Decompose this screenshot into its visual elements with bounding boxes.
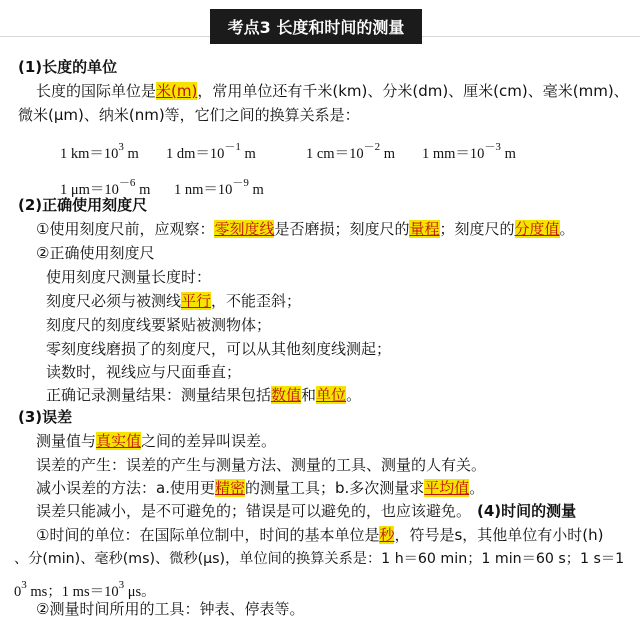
highlight-true-value: 真实值	[96, 432, 142, 450]
heading-error: (3)误差	[18, 408, 73, 426]
ruler-step-worn: 零刻度线磨损了的刻度尺，可以从其他刻度线测起；	[46, 340, 392, 358]
formula-um: 1 $\mu m=10^{-6}$ m	[60, 177, 151, 198]
formula-km: 1 $km=10^3$ m	[60, 141, 139, 162]
highlight-second: 秒	[379, 526, 395, 544]
time-unit-line2: 、分(min)、毫秒(ms)、微秒(μs)，单位间的换算关系是：1 h＝60 min；1 min＝60 s；1 s＝1	[14, 551, 625, 567]
highlight-zero-mark: 零刻度线	[214, 220, 275, 238]
highlight-precise: 精密	[214, 479, 245, 497]
heading-time: (4)时间的测量	[477, 502, 577, 520]
highlight-division-value: 分度值	[514, 220, 560, 238]
ruler-check-line: ①使用刻度尺前，应观察：零刻度线是否磨损；刻度尺的量程；刻度尺的分度值。	[36, 220, 575, 238]
heading-length-units: (1)长度的单位	[18, 58, 118, 76]
text: ，常用单位还有千米(km)、分米(dm)、厘米(cm)、毫米(mm)、	[197, 82, 629, 100]
error-definition: 测量值与真实值之间的差异叫误差。	[36, 432, 277, 450]
formula-cm: 1 $cm=10^{-2}$ m	[306, 141, 395, 162]
paragraph-length-units-line1	[36, 80, 629, 102]
ruler-step-intro: 使用刻度尺测量长度时：	[46, 268, 212, 286]
time-unit-line1: ①时间的单位：在国际单位制中，时间的基本单位是秒，符号是s，其他单位有小时(h)	[36, 526, 604, 544]
ruler-step-record: 正确记录测量结果：测量结果包括数值和单位。	[46, 386, 362, 404]
highlight-parallel: 平行	[181, 292, 212, 310]
error-vs-mistake: 误差只能减小，是不可避免的；错误是可以避免的，也应该避免。 (4)时间的测量	[36, 502, 577, 520]
formula-nm: 1 $nm=10^{-9}$ m	[174, 177, 264, 198]
ruler-step-parallel: 刻度尺必须与被测线平行，不能歪斜；	[46, 292, 302, 310]
ruler-step-reading: 读数时，视线应与尺面垂直；	[46, 363, 242, 381]
text: 长度的国际单位是	[36, 82, 157, 100]
formula-mm: 1 $mm=10^{-3}$ m	[422, 141, 516, 162]
error-reduction: 减小误差的方法：a.使用更精密的测量工具；b.多次测量求平均值。	[36, 479, 485, 497]
ruler-subheading: ②正确使用刻度尺	[36, 244, 155, 262]
ruler-step-contact: 刻度尺的刻度线要紧贴被测物体；	[46, 316, 272, 334]
highlight-range: 量程	[409, 220, 440, 238]
time-tools: ②测量时间所用的工具：钟表、停表等。	[36, 600, 305, 618]
heading-ruler-usage: (2)正确使用刻度尺	[18, 196, 148, 214]
error-cause: 误差的产生：误差的产生与测量方法、测量的工具、测量的人有关。	[36, 456, 487, 474]
time-unit-line3: $0^3$ ms；1 $ms=10^3$ μs。	[14, 579, 156, 600]
highlight-meter: 米(m)	[156, 82, 198, 100]
highlight-unit: 单位	[316, 386, 347, 404]
highlight-value: 数值	[271, 386, 302, 404]
formula-dm: 1 $dm=10^{-1}$ m	[166, 141, 256, 162]
highlight-average: 平均值	[424, 479, 470, 497]
paragraph-length-units-line2: 微米(μm)、纳米(nm)等，它们之间的换算关系是：	[18, 106, 360, 124]
section-title: 考点3 长度和时间的测量	[210, 9, 422, 44]
